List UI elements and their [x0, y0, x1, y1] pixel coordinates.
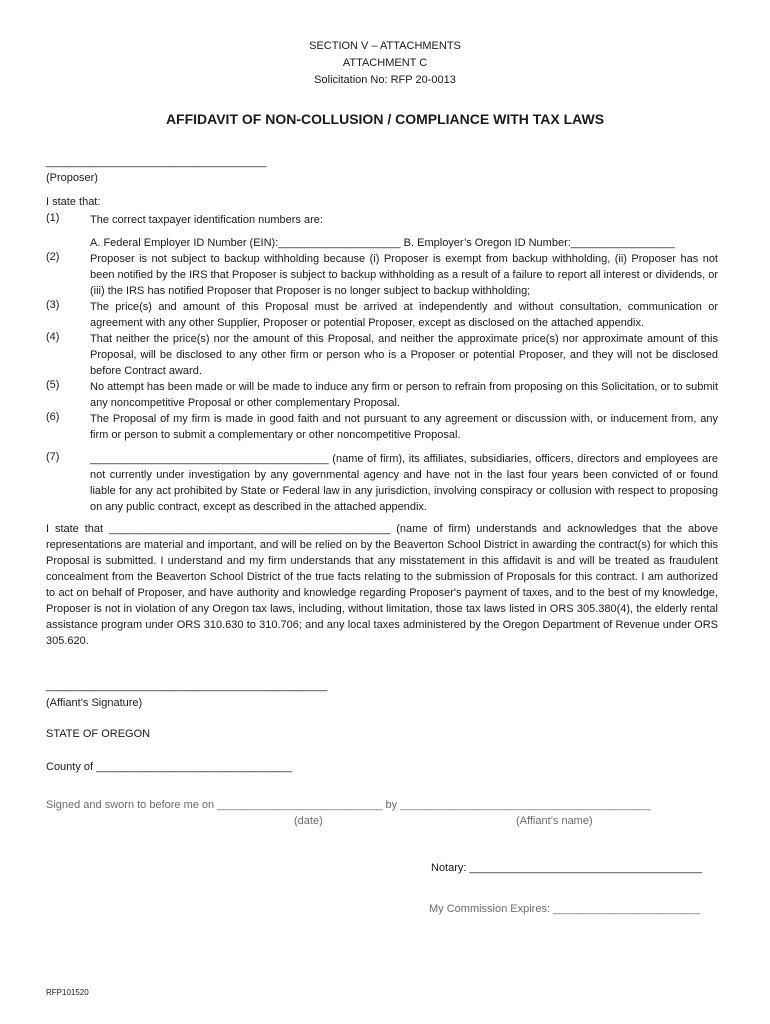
commission-expires-field[interactable]: My Commission Expires: ________________________: [429, 903, 700, 915]
section-header: SECTION V – ATTACHMENTS: [309, 40, 461, 52]
item-number: (7): [46, 451, 60, 463]
item-number: (3): [46, 299, 60, 311]
proposer-line[interactable]: ____________________________________: [46, 156, 267, 168]
tax-id-fields[interactable]: A. Federal Employer ID Number (EIN):____________________ B. Employer’s Oregon ID Number:_________________: [90, 237, 675, 249]
affiant-name-label: (Affiant’s name): [516, 815, 593, 827]
proposer-label: (Proposer): [46, 172, 98, 184]
footer-code: RFP101520: [46, 988, 89, 997]
solicitation-number: Solicitation No: RFP 20-0013: [314, 74, 456, 86]
intro-text: I state that:: [46, 196, 101, 208]
item-text: The Proposal of my firm is made in good faith and not pursuant to any agreement or discussion with, or inducement from, any firm or person to submit a complementary or other noncompetitive Proposal.: [90, 413, 718, 441]
date-label: (date): [294, 815, 323, 827]
item-text: The correct taxpayer identification numbers are:: [90, 214, 323, 226]
county-field[interactable]: County of ________________________________: [46, 761, 292, 773]
sworn-statement[interactable]: Signed and sworn to before me on ___________________________ by _________________________________________: [46, 799, 651, 811]
item-text: That neither the price(s) nor the amount of this Proposal, and neither the approximate price(s) nor approximate amount of this Proposal, will be disclosed to any other firm or person who is a Proposer or potential Proposer, and they will not be disclosed before Contract award.: [90, 333, 718, 377]
item-text: No attempt has been made or will be made to induce any firm or person to refrain from proposing on this Solicitation, or to submit any noncompetitive Proposal or other complementary Proposal.: [90, 381, 718, 409]
document-title: AFFIDAVIT OF NON-COLLUSION / COMPLIANCE WITH TAX LAWS: [165, 111, 605, 127]
item-number: (2): [46, 251, 60, 263]
item-number: (6): [46, 411, 60, 423]
item-text: The price(s) and amount of this Proposal must be arrived at independently and without consultation, communication or agreement with any other Supplier, Proposer or potential Proposer, except as disclosed on the attached appendix.: [90, 301, 718, 329]
notary-field[interactable]: Notary: ______________________________________: [431, 862, 702, 874]
item-number: (5): [46, 379, 60, 391]
signature-label: (Affiant’s Signature): [46, 697, 143, 709]
item-number: (4): [46, 331, 60, 343]
signature-line[interactable]: ______________________________________________: [46, 680, 328, 692]
item-text: _______________________________________ (name of firm), its affiliates, subsidiaries, officers, directors and employees are not currently under investigation by any governmental agency and have not in the last four years been convicted of or found liable for any act prohibited by State or Federal law in any jurisdiction, involving conspiracy or collusion with respect to proposing on any public contract, except as described in the attached appendix.: [90, 453, 718, 513]
acknowledgement-statement: I state that ______________________________________________ (name of firm) understands and acknowledges that the above representations are material and important, and will be relied on by the Beaverton School District in awarding the contract(s) for which this Proposal is submitted. I understand and my firm understands that any misstatement in this affidavit is and will be treated as fraudulent concealment from the Beaverton School District of the true facts relating to the submission of Proposals for this contract. I am authorized to act on behalf of Proposer, and have authority and knowledge regarding Proposer's payment of taxes, and to the best of my knowledge, Proposer is not in violation of any Oregon tax laws, including, without limitation, those tax laws listed in ORS 305.380(4), the elderly rental assistance program under ORS 310.630 to 310.706; and any local taxes administered by the Oregon Department of Revenue under ORS 305.620.: [46, 523, 718, 647]
attachment-header: ATTACHMENT C: [342, 57, 428, 69]
item-number: (1): [46, 212, 60, 224]
item-text: Proposer is not subject to backup withholding because (i) Proposer is exempt from backup withholding, (ii) Proposer has not been notified by the IRS that Proposer is subject to backup withholding as a result of a failure to report all interest or dividends, or (iii) the IRS has notified Proposer that Proposer is no longer subject to backup withholding;: [90, 253, 718, 297]
state-label: STATE OF OREGON: [46, 728, 151, 740]
